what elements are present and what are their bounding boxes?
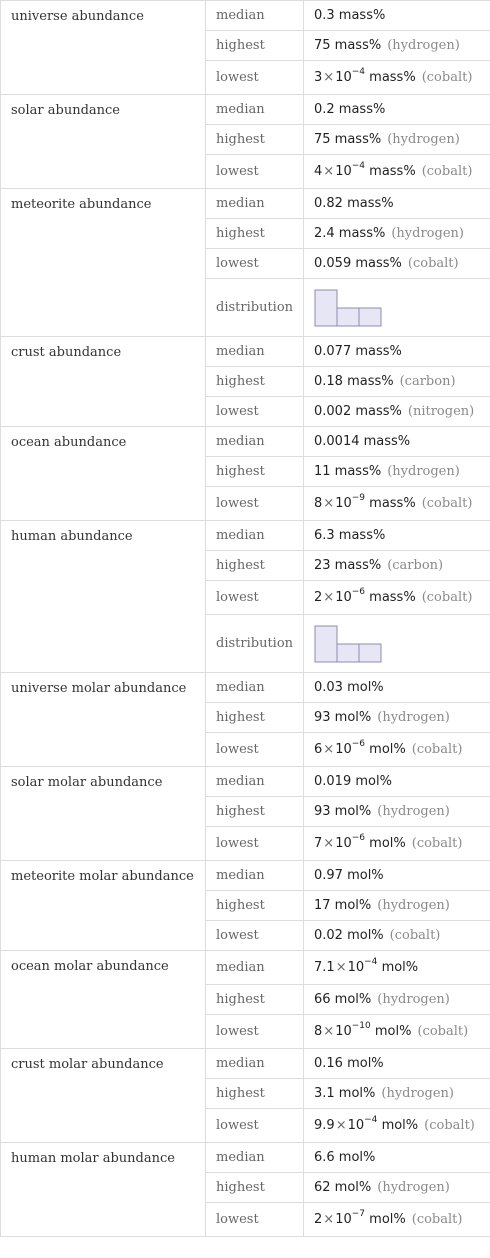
histogram-bar (359, 308, 381, 326)
value-mantissa: 4 (314, 164, 323, 179)
value-note: (cobalt) (421, 164, 473, 179)
value-exponent: −4 (364, 1114, 378, 1125)
row-label: highest (206, 1173, 304, 1203)
base-ten: 10 (335, 496, 352, 511)
row-label: lowest (206, 1015, 304, 1049)
value-exponent: −4 (351, 160, 366, 171)
times-sign: × (323, 1024, 335, 1039)
value-note: (carbon) (387, 558, 444, 573)
row-label: median (206, 95, 304, 125)
value-note: (cobalt) (411, 742, 463, 757)
row-label: highest (206, 985, 304, 1015)
value-text: 0.077 mass% (314, 344, 402, 359)
value-mantissa: 9.9 (314, 1118, 335, 1133)
value-cell (304, 487, 490, 521)
value-cell (304, 985, 490, 1015)
value-cell (304, 155, 490, 189)
row-label: median (206, 1, 304, 31)
base-ten: 10 (335, 70, 352, 85)
value-note: (hydrogen) (387, 464, 460, 479)
value-text: 0.019 mol% (314, 774, 392, 789)
value-mantissa: 8 (314, 496, 323, 511)
value-text: 0.3 mass% (314, 8, 386, 23)
value-cell (304, 1049, 490, 1079)
value-exponent: −9 (351, 492, 366, 503)
row-label: highest (206, 703, 304, 733)
row-label: median (206, 673, 304, 703)
value-cell (304, 397, 490, 427)
row-label: lowest (206, 487, 304, 521)
value-cell (304, 703, 490, 733)
table-row (1, 951, 490, 985)
value-note: (cobalt) (421, 590, 473, 605)
value-text: 0.03 mol% (314, 680, 384, 695)
value-note: (hydrogen) (377, 1180, 450, 1195)
row-label: median (206, 767, 304, 797)
histogram-bar (337, 644, 359, 662)
value-text: 93 mol% (314, 710, 372, 725)
row-label: lowest (206, 733, 304, 767)
base-ten: 10 (335, 836, 352, 851)
row-label: highest (206, 367, 304, 397)
times-sign: × (323, 164, 335, 179)
value-note: (cobalt) (421, 496, 473, 511)
base-ten: 10 (335, 742, 352, 757)
value-cell (304, 189, 490, 219)
row-label: highest (206, 125, 304, 155)
group-label: solar molar abundance (1, 767, 206, 861)
value-exponent: −6 (351, 738, 366, 749)
value-exponent: −6 (351, 586, 366, 597)
value-cell (304, 95, 490, 125)
value-note: (cobalt) (421, 70, 473, 85)
row-label: highest (206, 551, 304, 581)
base-ten: 10 (335, 1024, 352, 1039)
row-label: highest (206, 797, 304, 827)
value-exponent: −4 (351, 66, 366, 77)
row-label: lowest (206, 397, 304, 427)
value-note: (hydrogen) (387, 132, 460, 147)
value-cell (304, 1109, 490, 1143)
value-cell (304, 521, 490, 551)
value-note: (cobalt) (389, 928, 441, 943)
times-sign: × (323, 70, 335, 85)
value-cell (304, 615, 490, 673)
row-label: highest (206, 457, 304, 487)
times-sign: × (335, 960, 347, 975)
row-label: distribution (206, 615, 304, 673)
value-mantissa: 6 (314, 742, 323, 757)
value-cell (304, 249, 490, 279)
histogram-bar (315, 290, 337, 326)
times-sign: × (323, 1212, 335, 1227)
times-sign: × (323, 836, 335, 851)
value-note: (hydrogen) (377, 992, 450, 1007)
value-cell (304, 767, 490, 797)
table-row (1, 673, 490, 703)
row-label: highest (206, 31, 304, 61)
histogram-bar (337, 308, 359, 326)
table-row (1, 1049, 490, 1079)
value-mantissa: 2 (314, 590, 323, 605)
group-label: crust abundance (1, 337, 206, 427)
value-cell (304, 367, 490, 397)
value-cell (304, 1015, 490, 1049)
value-cell (304, 31, 490, 61)
value-text: 0.16 mol% (314, 1056, 384, 1071)
value-cell (304, 827, 490, 861)
group-label: ocean abundance (1, 427, 206, 521)
base-ten: 10 (347, 960, 365, 975)
value-text: 0.2 mass% (314, 102, 386, 117)
row-label: highest (206, 1079, 304, 1109)
row-label: median (206, 951, 304, 985)
row-label: highest (206, 219, 304, 249)
histogram-bar (359, 644, 381, 662)
value-cell (304, 427, 490, 457)
table-row (1, 427, 490, 457)
group-label: crust molar abundance (1, 1049, 206, 1143)
base-ten: 10 (347, 1118, 365, 1133)
value-mantissa: 7.1 (314, 960, 335, 975)
value-note: (cobalt) (411, 836, 463, 851)
value-note: (cobalt) (411, 1212, 463, 1227)
group-label: ocean molar abundance (1, 951, 206, 1049)
value-note: (cobalt) (424, 1118, 475, 1133)
group-label: universe abundance (1, 1, 206, 95)
value-note: (cobalt) (407, 256, 459, 271)
value-exponent: −4 (364, 956, 378, 967)
row-label: lowest (206, 921, 304, 951)
row-label: median (206, 427, 304, 457)
value-text: 0.82 mass% (314, 196, 394, 211)
value-cell (304, 673, 490, 703)
value-note: (hydrogen) (387, 38, 460, 53)
value-note: (hydrogen) (377, 804, 450, 819)
value-cell (304, 337, 490, 367)
value-text: 0.059 mass% (314, 256, 402, 271)
table-row (1, 337, 490, 367)
value-cell (304, 797, 490, 827)
value-unit: mol% (369, 742, 406, 757)
value-text: 23 mass% (314, 558, 382, 573)
row-label: highest (206, 891, 304, 921)
value-unit: mass% (369, 164, 416, 179)
base-ten: 10 (335, 164, 352, 179)
value-cell (304, 921, 490, 951)
value-cell (304, 1143, 490, 1173)
value-cell (304, 551, 490, 581)
value-unit: mol% (369, 1212, 406, 1227)
row-label: median (206, 337, 304, 367)
row-label: lowest (206, 61, 304, 95)
value-text: 0.02 mol% (314, 928, 384, 943)
value-cell (304, 279, 490, 337)
value-text: 3.1 mol% (314, 1086, 376, 1101)
distribution-histogram (314, 624, 384, 664)
value-note: (hydrogen) (381, 1086, 455, 1101)
value-cell (304, 1079, 490, 1109)
value-cell (304, 61, 490, 95)
value-text: 0.0014 mass% (314, 434, 411, 449)
histogram-bar (315, 626, 337, 662)
table-row (1, 1, 490, 31)
value-cell (304, 219, 490, 249)
value-unit: mol% (381, 1118, 419, 1133)
row-label: lowest (206, 1203, 304, 1237)
value-text: 62 mol% (314, 1180, 372, 1195)
row-label: median (206, 861, 304, 891)
row-label: lowest (206, 155, 304, 189)
value-text: 75 mass% (314, 132, 382, 147)
row-label: lowest (206, 581, 304, 615)
value-text: 0.18 mass% (314, 374, 394, 389)
group-label: solar abundance (1, 95, 206, 189)
value-mantissa: 3 (314, 70, 323, 85)
value-cell (304, 1173, 490, 1203)
times-sign: × (335, 1118, 347, 1133)
group-label: human abundance (1, 521, 206, 673)
value-text: 93 mol% (314, 804, 372, 819)
value-note: (hydrogen) (377, 710, 450, 725)
value-text: 11 mass% (314, 464, 382, 479)
table-row (1, 521, 490, 551)
value-unit: mol% (369, 836, 406, 851)
value-text: 2.4 mass% (314, 226, 386, 241)
times-sign: × (323, 742, 335, 757)
times-sign: × (323, 590, 335, 605)
table-row (1, 861, 490, 891)
group-label: universe molar abundance (1, 673, 206, 767)
row-label: lowest (206, 827, 304, 861)
value-mantissa: 2 (314, 1212, 323, 1227)
value-cell (304, 1, 490, 31)
value-note: (nitrogen) (407, 404, 475, 419)
value-unit: mass% (369, 70, 416, 85)
value-cell (304, 733, 490, 767)
value-cell (304, 1203, 490, 1237)
group-label: meteorite abundance (1, 189, 206, 337)
value-cell (304, 125, 490, 155)
group-label: human molar abundance (1, 1143, 206, 1237)
row-label: lowest (206, 1109, 304, 1143)
value-unit: mass% (369, 496, 416, 511)
table-row (1, 1143, 490, 1173)
value-text: 6.6 mol% (314, 1150, 376, 1165)
distribution-histogram (314, 288, 384, 328)
value-cell (304, 457, 490, 487)
base-ten: 10 (335, 590, 352, 605)
value-note: (hydrogen) (391, 226, 464, 241)
value-text: 66 mol% (314, 992, 372, 1007)
row-label: median (206, 189, 304, 219)
value-text: 75 mass% (314, 38, 382, 53)
row-label: median (206, 1143, 304, 1173)
value-note: (carbon) (399, 374, 456, 389)
value-cell (304, 891, 490, 921)
value-text: 0.002 mass% (314, 404, 402, 419)
row-label: distribution (206, 279, 304, 337)
value-note: (hydrogen) (377, 898, 450, 913)
value-cell (304, 861, 490, 891)
row-label: median (206, 521, 304, 551)
value-text: 17 mol% (314, 898, 372, 913)
value-unit: mol% (381, 960, 419, 975)
group-label: meteorite molar abundance (1, 861, 206, 951)
value-note: (cobalt) (417, 1024, 469, 1039)
value-exponent: −10 (351, 1020, 371, 1031)
table-row (1, 767, 490, 797)
base-ten: 10 (335, 1212, 352, 1227)
value-exponent: −6 (351, 832, 366, 843)
row-label: lowest (206, 249, 304, 279)
value-mantissa: 8 (314, 1024, 323, 1039)
value-text: 6.3 mass% (314, 528, 386, 543)
value-mantissa: 7 (314, 836, 323, 851)
value-cell (304, 581, 490, 615)
table-row (1, 189, 490, 219)
value-exponent: −7 (351, 1208, 366, 1219)
value-text: 0.97 mol% (314, 868, 384, 883)
value-unit: mol% (374, 1024, 412, 1039)
times-sign: × (323, 496, 335, 511)
table-row (1, 95, 490, 125)
value-unit: mass% (369, 590, 416, 605)
row-label: median (206, 1049, 304, 1079)
value-cell (304, 951, 490, 985)
